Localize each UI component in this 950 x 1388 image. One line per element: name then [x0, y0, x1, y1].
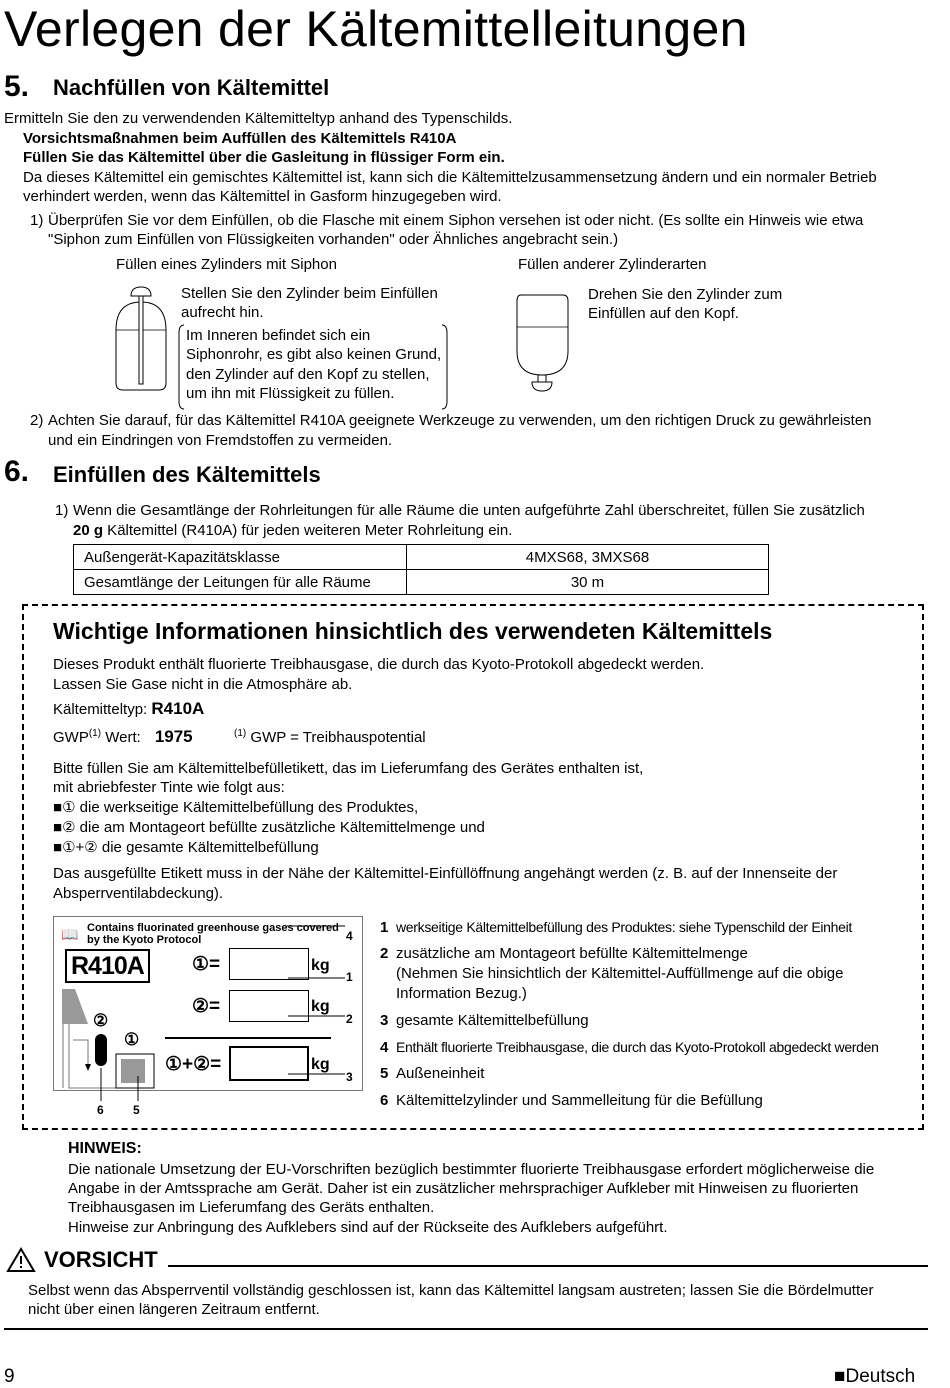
item-number: 1)	[55, 502, 69, 519]
list-item: ■② die am Montageort befüllte zusätzliche Kältemittelmenge und	[53, 819, 485, 836]
legend-item	[380, 917, 852, 938]
table-cell: Außengerät-Kapazitätsklasse	[74, 545, 407, 570]
eq-factory: ①=	[192, 954, 221, 975]
text: Achten Sie darauf, für das Kältemittel R410A geeignete Werkzeuge zu verwenden, um den richtigen Druck zu gewährleisten	[48, 412, 872, 429]
section-number: 6.	[4, 455, 30, 488]
section-heading: Einfüllen des Kältemittels	[53, 462, 321, 487]
text	[73, 521, 512, 540]
sup: (1)	[234, 728, 247, 739]
section-heading: Nachfüllen von Kältemittel	[53, 75, 330, 100]
text: ①+② die gesamte Kältemittelbefüllung	[62, 839, 319, 856]
capacity-table	[73, 544, 769, 595]
list-item: ■①+② die gesamte Kältemittelbefüllung	[53, 839, 319, 856]
page-number: 9	[4, 1366, 15, 1387]
legend-item	[380, 1091, 763, 1111]
text: Angabe in der Amtssprache am Gerät. Daher ist ein zusätzlicher mehrsprachiger Aufkleber mit Hinweisen zu fluorierten	[68, 1180, 859, 1197]
book-icon: 📖	[61, 926, 79, 942]
callout: 5	[133, 1103, 140, 1117]
label-refrigerant: R410A	[65, 949, 150, 983]
text: Da dieses Kältemittel ein gemischtes Kältemittel ist, kann sich die Kältemittelzusammensetzung ändern und ein normaler Betrieb	[23, 169, 877, 186]
page-title: Verlegen der Kältemittelleitungen	[4, 1, 748, 57]
divider	[4, 1328, 928, 1330]
text: mit abriebfester Tinte wie folgt aus:	[53, 779, 285, 796]
unit: kg	[311, 957, 330, 974]
text: Treibhausgasen im Lieferumfang des Geräts enthalten.	[68, 1199, 435, 1216]
text: Enthält fluorierte Treibhausgase, die durch das Kyoto-Protokoll abgedeckt werden	[396, 1039, 879, 1055]
text: Drehen Sie den Zylinder zum	[588, 286, 783, 303]
gwp-note	[234, 724, 426, 747]
text: Deutsch	[845, 1366, 916, 1387]
n: 5	[380, 1065, 389, 1082]
callout: 1	[346, 970, 353, 984]
figure-title: Füllen anderer Zylinderarten	[518, 256, 707, 273]
table-row	[74, 545, 769, 570]
callout: 3	[346, 1070, 353, 1084]
language-label: ■Deutsch	[834, 1366, 916, 1387]
sup: (1)	[88, 728, 102, 739]
text: Ermitteln Sie den zu verwendenden Kältemitteltyp anhand des Typenschilds.	[4, 110, 513, 127]
n: 6	[380, 1092, 389, 1109]
table-cell: 30 m	[407, 570, 769, 595]
warning-icon	[6, 1247, 36, 1273]
eq-total: ①+②=	[165, 1054, 222, 1075]
value: R410A	[151, 699, 205, 718]
legend-item	[380, 1011, 589, 1031]
text: werkseitige Kältemittelbefüllung des Produktes: siehe Typenschild der Einheit	[396, 919, 853, 935]
text: Überprüfen Sie vor dem Einfüllen, ob die Flasche mit einem Siphon versehen ist oder nicht. (Es sollte ein Hinweis wie etwa	[48, 212, 864, 229]
callout: 6	[97, 1103, 104, 1117]
label: Kältemitteltyp:	[53, 701, 148, 718]
text: aufrecht hin.	[181, 304, 264, 321]
label-header: Contains fluorinated greenhouse gases covered	[87, 922, 339, 934]
section-number: 5.	[4, 70, 30, 103]
eq-field: ②=	[192, 996, 221, 1017]
bold-text: Vorsichtsmaßnahmen beim Auffüllen des Kältemittels R410A	[23, 130, 457, 147]
caution-title: VORSICHT	[44, 1247, 158, 1272]
text: "Siphon zum Einfüllen von Flüssigkeiten vorhanden" oder Ähnliches angebracht sein.)	[48, 231, 619, 248]
note-text: um ihn mit Flüssigkeit zu füllen.	[186, 385, 395, 402]
label-header: by the Kyoto Protocol	[87, 934, 202, 946]
list-item: ■① die werkseitige Kältemittelbefüllung des Produktes,	[53, 799, 419, 816]
gwp	[53, 724, 193, 747]
text: Stellen Sie den Zylinder beim Einfüllen	[181, 285, 438, 302]
text: Selbst wenn das Absperrventil vollständig geschlossen ist, kann das Kältemittel langsam austreten; lassen Sie die Bördelmutter	[28, 1282, 874, 1299]
item-number: 2)	[30, 412, 44, 429]
text: Die nationale Umsetzung der EU-Vorschriften bezüglich bestimmter fluorierte Treibhausgase erfordert möglicherweise die	[68, 1161, 875, 1178]
table-row	[74, 570, 769, 595]
text: Kältemittel (R410A) für jeden weiteren Meter Rohrleitung ein.	[103, 522, 513, 539]
text: Lassen Sie Gase nicht in die Atmosphäre ab.	[53, 676, 353, 693]
text: GWP = Treibhauspotential	[246, 729, 426, 746]
table-cell: Gesamtlänge der Leitungen für alle Räume	[74, 570, 407, 595]
text: und ein Eindringen von Fremdstoffen zu vermeiden.	[48, 432, 393, 449]
note-title: HINWEIS:	[68, 1140, 142, 1157]
figure-title: Füllen eines Zylinders mit Siphon	[116, 256, 337, 273]
note-text: Siphonrohr, es gibt also keinen Grund,	[186, 346, 442, 363]
divider	[168, 1265, 928, 1267]
legend-item	[380, 1037, 879, 1058]
unit: kg	[311, 998, 330, 1015]
info-heading: Wichtige Informationen hinsichtlich des verwendeten Kältemittels	[53, 618, 773, 644]
siphon-cylinder-icon	[110, 280, 180, 395]
note-text: Im Inneren befindet sich ein	[186, 327, 371, 344]
text: Einfüllen auf den Kopf.	[588, 305, 739, 322]
legend-item	[380, 944, 748, 964]
bold-amount: 20 g	[73, 522, 104, 539]
n: 4	[380, 1039, 389, 1056]
label: GWP	[53, 729, 89, 746]
callout: 2	[346, 1012, 353, 1026]
inverted-cylinder-icon	[512, 293, 574, 398]
unit: kg	[311, 1056, 330, 1073]
callout: 4	[346, 929, 353, 943]
item-number: 1)	[30, 212, 44, 229]
value: 1975	[154, 727, 193, 746]
text: Dieses Produkt enthält fluorierte Treibhausgase, die durch das Kyoto-Protokoll abgedeckt werden.	[53, 656, 705, 673]
legend-item	[380, 1064, 484, 1084]
circle-2: ②	[93, 1011, 109, 1030]
text: nicht über einen längeren Zeitraum entfernt.	[28, 1301, 320, 1318]
text: Bitte füllen Sie am Kältemittelbefülletikett, das im Lieferumfang des Gerätes enthalten ist,	[53, 760, 644, 777]
text: Das ausgefüllte Etikett muss in der Nähe der Kältemittel-Einfüllöffnung angehängt werden (z. B. auf der Innenseite der	[53, 865, 838, 882]
text: Wenn die Gesamtlänge der Rohrleitungen für alle Räume die unten aufgeführte Zahl überschreitet, füllen Sie zusätzlich	[73, 502, 865, 519]
label: Wert:	[101, 729, 141, 746]
text: Außeneinheit	[396, 1065, 485, 1082]
text: verhindert werden, wenn das Kältemittel in Gasform hinzugegeben wird.	[23, 188, 502, 205]
n: 1	[380, 919, 389, 936]
text: Hinweise zur Anbringung des Aufklebers sind auf der Rückseite des Aufklebers aufgeführt.	[68, 1219, 668, 1236]
legend-text: (Nehmen Sie hinsichtlich der Kältemittel-Auffüllmenge auf die obige	[396, 965, 844, 982]
note-text: den Zylinder auf den Kopf zu stellen,	[186, 366, 430, 383]
legend-text: Information Bezug.)	[396, 985, 527, 1002]
text: ② die am Montageort befüllte zusätzliche Kältemittelmenge und	[62, 819, 485, 836]
text: zusätzliche am Montageort befüllte Kältemittelmenge	[396, 945, 748, 962]
circle-1: ①	[124, 1030, 140, 1049]
text: Absperrventilabdeckung).	[53, 885, 224, 902]
bold-text: Füllen Sie das Kältemittel über die Gasleitung in flüssiger Form ein.	[23, 149, 505, 166]
refrigerant-type	[53, 699, 204, 719]
table-cell: 4MXS68, 3MXS68	[407, 545, 769, 570]
text: ① die werkseitige Kältemittelbefüllung des Produktes,	[62, 799, 419, 816]
n: 3	[380, 1012, 389, 1029]
text: Kältemittelzylinder und Sammelleitung für die Befüllung	[396, 1092, 763, 1109]
n: 2	[380, 945, 389, 962]
text: gesamte Kältemittelbefüllung	[396, 1012, 589, 1029]
